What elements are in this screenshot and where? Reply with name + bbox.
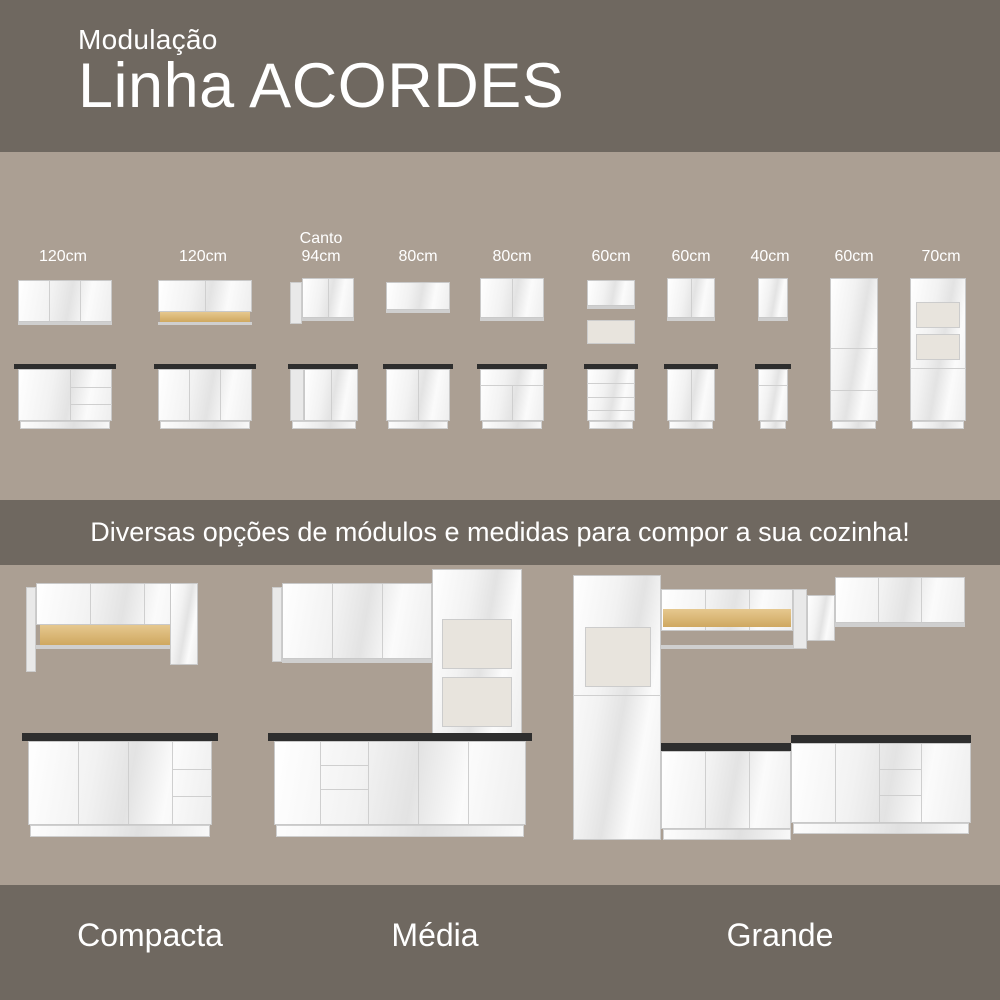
cabinet-divider <box>830 348 878 349</box>
module-item-10 <box>898 152 984 452</box>
open-niche <box>442 619 512 669</box>
cabinet-base-line <box>661 645 793 649</box>
door-divider <box>691 370 692 420</box>
door-divider <box>70 370 71 420</box>
toe-kick <box>30 825 210 837</box>
header-subtitle: Modulação <box>78 24 218 55</box>
module-item-4 <box>378 152 458 452</box>
module-item-9 <box>818 152 890 452</box>
door-divider <box>128 742 129 824</box>
kitchen-label-grande: Grande <box>726 917 834 953</box>
module-item-5 <box>472 152 552 452</box>
door-divider <box>144 584 145 624</box>
drawer-divider <box>587 410 635 411</box>
countertop <box>791 735 971 743</box>
corner-side-panel <box>793 589 807 649</box>
cabinet-divider <box>830 390 878 391</box>
page-title: Linha ACORDES <box>78 51 565 121</box>
toe-kick <box>760 421 786 429</box>
door-divider <box>205 281 206 311</box>
cabinet-base-line <box>758 318 788 321</box>
door-divider <box>468 742 469 824</box>
tagline-banner <box>0 500 1000 565</box>
door-divider <box>90 584 91 624</box>
cabinet-base-line <box>587 306 635 309</box>
cabinet-base-line <box>835 623 965 627</box>
toe-kick <box>276 825 524 837</box>
cabinet-base-line <box>158 322 252 325</box>
upper-cabinet <box>587 280 635 306</box>
module-item-6 <box>575 152 647 452</box>
upper-cabinet-right <box>170 583 198 665</box>
wood-niche <box>40 625 170 645</box>
footer-band <box>0 885 1000 1000</box>
toe-kick <box>663 829 791 840</box>
toe-kick <box>20 421 110 429</box>
cabinet-divider <box>910 368 966 369</box>
module-item-2 <box>148 152 258 452</box>
tagline-text: Diversas opções de módulos e medidas para compor a sua cozinha! <box>90 517 910 547</box>
door-divider <box>749 752 750 828</box>
drawer-divider <box>320 765 368 766</box>
door-divider <box>172 742 173 824</box>
open-niche <box>587 320 635 344</box>
door-divider <box>512 279 513 317</box>
module-item-1 <box>8 152 118 452</box>
toe-kick <box>912 421 964 429</box>
drawer-divider <box>172 796 212 797</box>
module-caption-2: 120cm <box>178 248 228 265</box>
open-niche <box>916 302 960 328</box>
door-divider <box>418 370 419 420</box>
toe-kick <box>160 421 250 429</box>
door-divider <box>418 742 419 824</box>
cabinet-base-line <box>386 310 450 313</box>
drawer-divider <box>70 404 112 405</box>
door-divider <box>189 370 190 420</box>
base-cabinet <box>18 369 112 421</box>
module-caption-3: 94cm <box>301 248 341 265</box>
cabinet-base-line <box>282 659 432 663</box>
drawer-divider <box>879 769 921 770</box>
module-caption-5: 80cm <box>492 248 532 265</box>
open-niche <box>916 334 960 360</box>
toe-kick <box>388 421 448 429</box>
toe-kick <box>482 421 542 429</box>
corner-side-panel <box>290 282 302 324</box>
header-band <box>0 0 1000 152</box>
modules-band <box>0 152 1000 500</box>
toe-kick <box>292 421 356 429</box>
door-divider <box>835 744 836 822</box>
open-niche <box>585 627 651 687</box>
cabinet-base-line <box>302 318 354 321</box>
kitchens-band <box>0 565 1000 885</box>
upper-cabinet <box>758 278 788 318</box>
door-divider <box>878 578 879 622</box>
toe-kick <box>589 421 633 429</box>
drawer-divider <box>70 387 112 388</box>
door-divider <box>331 370 332 420</box>
drawer-divider <box>587 383 635 384</box>
open-niche <box>442 677 512 727</box>
door-divider <box>368 742 369 824</box>
cabinet-divider <box>573 695 661 696</box>
kitchen-media <box>268 565 538 885</box>
base-cabinet-run <box>661 751 791 829</box>
side-panel <box>26 587 36 672</box>
module-caption-6: 60cm <box>591 248 631 265</box>
door-divider <box>879 744 880 822</box>
countertop <box>661 743 791 751</box>
corner-side-panel <box>290 369 304 421</box>
module-caption-4: 80cm <box>398 248 438 265</box>
module-caption-9: 60cm <box>834 248 874 265</box>
upper-cabinet <box>18 280 112 322</box>
upper-cabinet <box>386 282 450 310</box>
door-divider <box>921 578 922 622</box>
toe-kick <box>832 421 876 429</box>
wood-niche <box>663 609 791 627</box>
module-caption-1: 120cm <box>38 248 88 265</box>
module-item-7 <box>655 152 727 452</box>
base-cabinet-run <box>274 741 526 825</box>
upper-cabinet <box>835 577 965 623</box>
module-caption-10: 70cm <box>921 248 961 265</box>
door-divider <box>320 742 321 824</box>
upper-corner-cabinet <box>807 595 835 641</box>
door-divider <box>705 752 706 828</box>
side-panel <box>272 587 282 662</box>
tall-cabinet <box>830 278 878 421</box>
drawer-divider <box>758 385 788 386</box>
upper-cabinet <box>282 583 432 659</box>
module-item-3 <box>278 152 364 452</box>
kitchen-grande <box>565 565 985 885</box>
base-cabinet-run-right <box>791 743 971 823</box>
door-divider <box>78 742 79 824</box>
module-caption-prefix-3: Canto <box>299 230 343 247</box>
door-divider <box>49 281 50 321</box>
drawer-divider <box>320 789 368 790</box>
countertop <box>268 733 532 741</box>
base-cabinet <box>158 369 252 421</box>
door-divider <box>80 281 81 321</box>
cabinet-base-line <box>18 322 112 325</box>
base-cabinet-drawers <box>587 369 635 421</box>
drawer-divider <box>172 769 212 770</box>
wood-niche <box>160 312 250 322</box>
countertop <box>22 733 218 741</box>
module-caption-7: 60cm <box>671 248 711 265</box>
base-cabinet <box>758 369 788 421</box>
toe-kick <box>793 823 969 834</box>
cabinet-base-line <box>480 318 544 321</box>
kitchen-compacta <box>20 565 250 885</box>
door-divider <box>691 279 692 317</box>
drawer-divider <box>879 795 921 796</box>
tall-cabinet-niche <box>573 575 661 840</box>
module-item-8 <box>740 152 800 452</box>
kitchen-label-media: Média <box>391 917 479 953</box>
cabinet-base-line <box>36 645 170 649</box>
door-divider <box>220 370 221 420</box>
toe-kick <box>669 421 713 429</box>
cabinet-base-line <box>667 318 715 321</box>
door-divider <box>382 584 383 658</box>
module-caption-8: 40cm <box>750 248 790 265</box>
door-divider <box>328 279 329 317</box>
kitchen-label-compacta: Compacta <box>77 917 223 953</box>
base-cabinet-run <box>28 741 212 825</box>
door-divider <box>512 386 513 420</box>
door-divider <box>332 584 333 658</box>
drawer-divider <box>587 397 635 398</box>
door-divider <box>921 744 922 822</box>
